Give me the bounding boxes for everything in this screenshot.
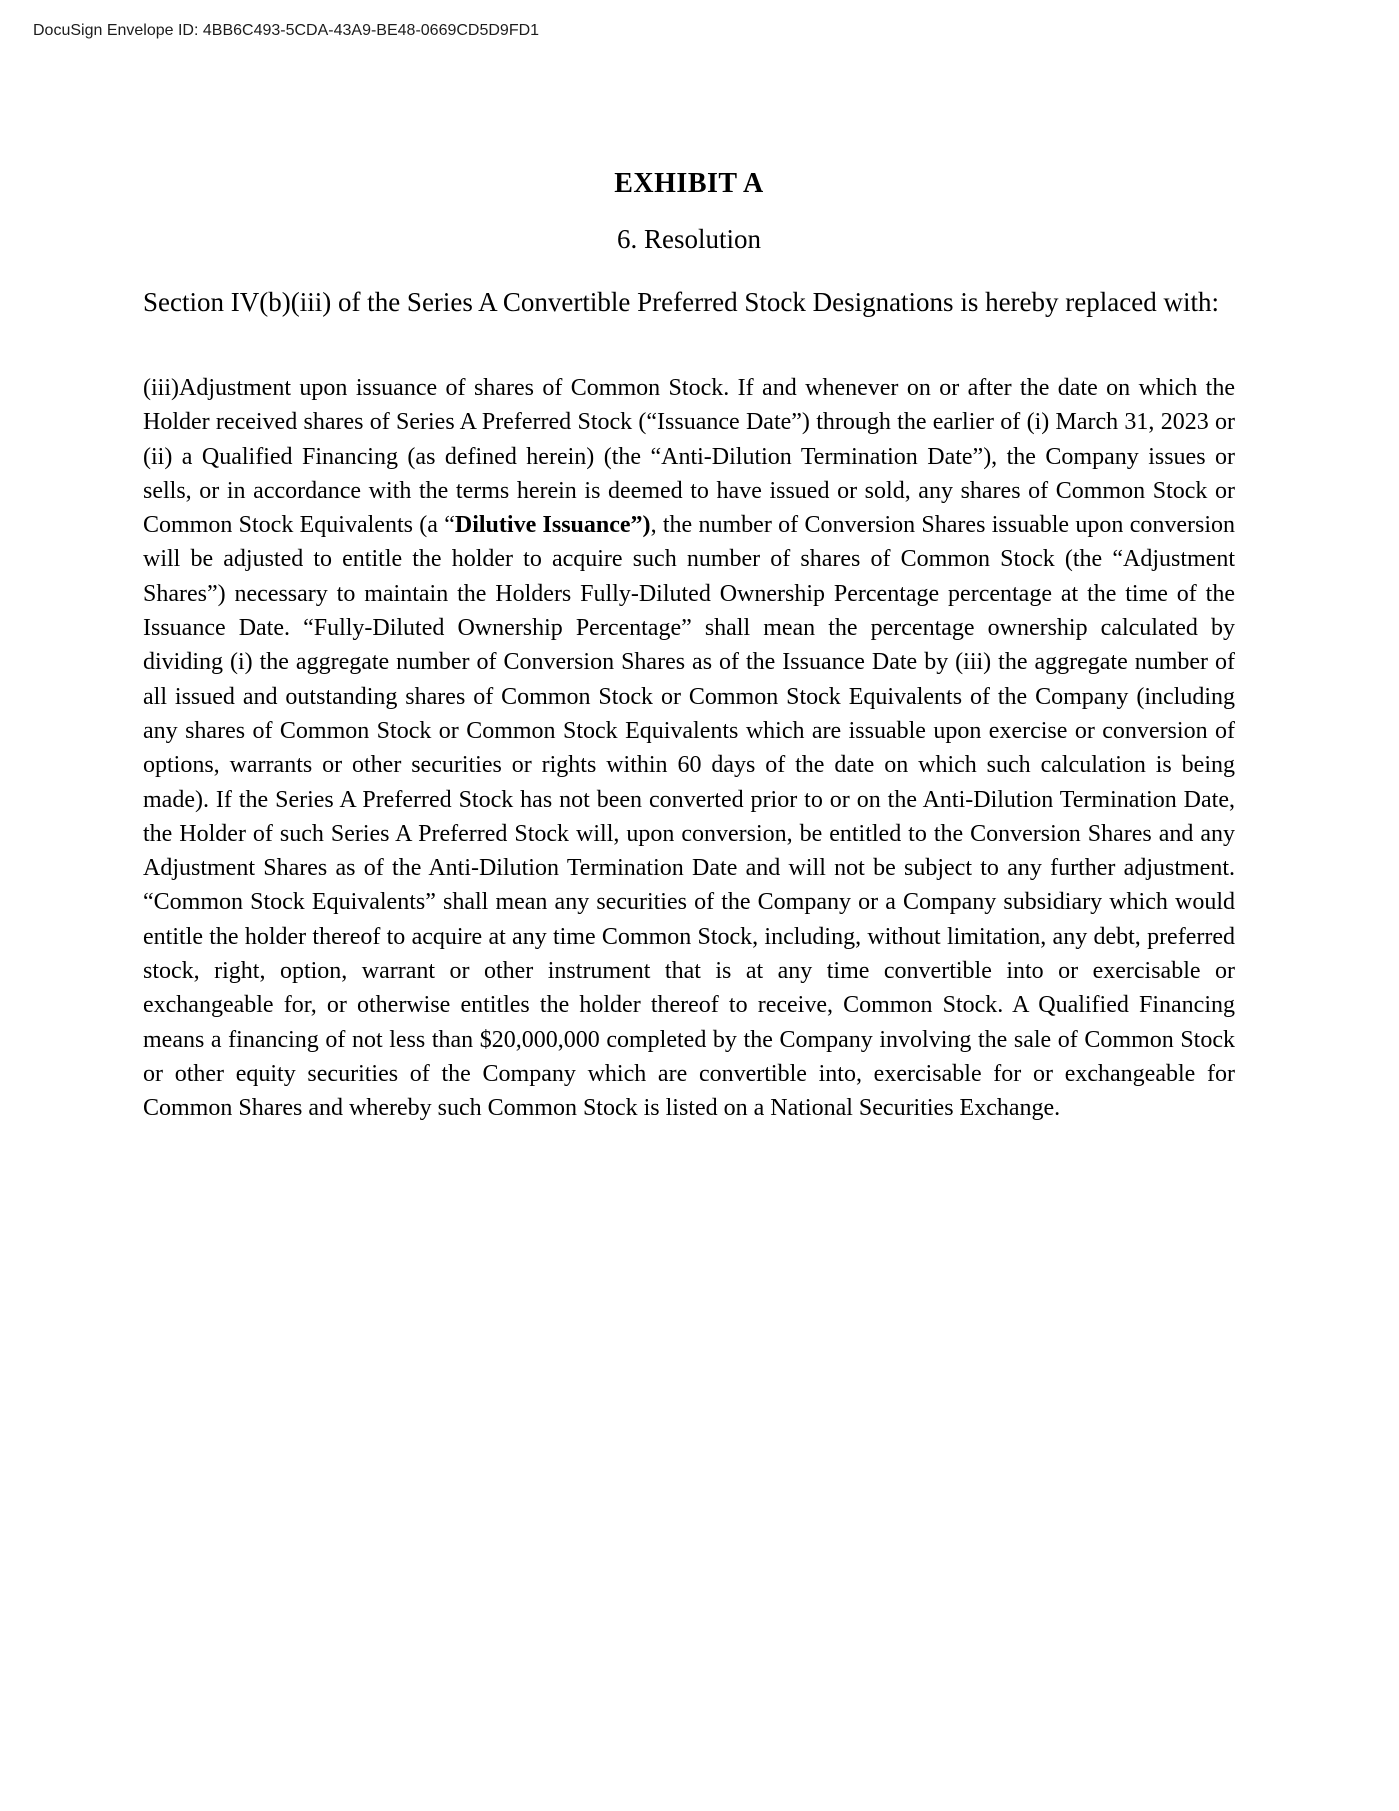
intro-paragraph: Section IV(b)(iii) of the Series A Convertible Preferred Stock Designations is hereby replaced with: bbox=[143, 287, 1219, 317]
docusign-envelope-id: DocuSign Envelope ID: 4BB6C493-5CDA-43A9-BE48-0669CD5D9FD1 bbox=[33, 22, 540, 39]
body-paragraph bbox=[143, 371, 1235, 1126]
body-text-run: (iii)Adjustment upon issuance of shares of Common Stock. If and whenever on or after the date on which the Holder received shares of Series A Preferred Stock (“Issuance Date”) through the earlier of (i) March 31, 2023 or (ii) a Qualified Financing (as defined herein) (the “Anti-Dilution Termination Date”), the Company issues or sells, or in accordance with the terms herein is deemed to have issued or sold, any shares of Common Stock or Common Stock Equivalents (a “ bbox=[143, 375, 1235, 539]
exhibit-title: EXHIBIT A bbox=[614, 168, 764, 199]
body-text-run: , the number of Conversion Shares issuable upon conversion will be adjusted to entitle the holder to acquire such number of shares of Common Stock (the “Adjustment Shares”) necessary to maintain the Holders Fully-Diluted Ownership Percentage percentage at the time of the Issuance Date. “Fully-Diluted Ownership Percentage” shall mean the percentage ownership calculated by dividing (i) the aggregate number of Conversion Shares as of the Issuance Date by (iii) the aggregate number of all issued and outstanding shares of Common Stock or Common Stock Equivalents of the Company (including any shares of Common Stock or Common Stock Equivalents which are issuable upon exercise or conversion of options, warrants or other securities or rights within 60 days of the date on which such calculation is being made). If the Series A Preferred Stock has not been converted prior to or on the Anti-Dilution Termination Date, the Holder of such Series A Preferred Stock will, upon conversion, be entitled to the Conversion Shares and any Adjustment Shares as of the Anti-Dilution Termination Date and will not be subject to any further adjustment. “Common Stock Equivalents” shall mean any securities of the Company or a Company subsidiary which would entitle the holder thereof to acquire at any time Common Stock, including, without limitation, any debt, preferred stock, right, option, warrant or other instrument that is at any time convertible into or exercisable or exchangeable for, or otherwise entitles the holder thereof to receive, Common Stock. A Qualified Financing means a financing of not less than $20,000,000 completed by the Company involving the sale of Common Stock or other equity securities of the Company which are convertible into, exercisable for or exchangeable for Common Shares and whereby such Common Stock is listed on a National Securities Exchange. bbox=[143, 512, 1235, 1122]
resolution-subtitle: 6. Resolution bbox=[616, 224, 761, 254]
body-text-run-bold-dilutive-issuance: Dilutive Issuance”) bbox=[454, 512, 651, 539]
